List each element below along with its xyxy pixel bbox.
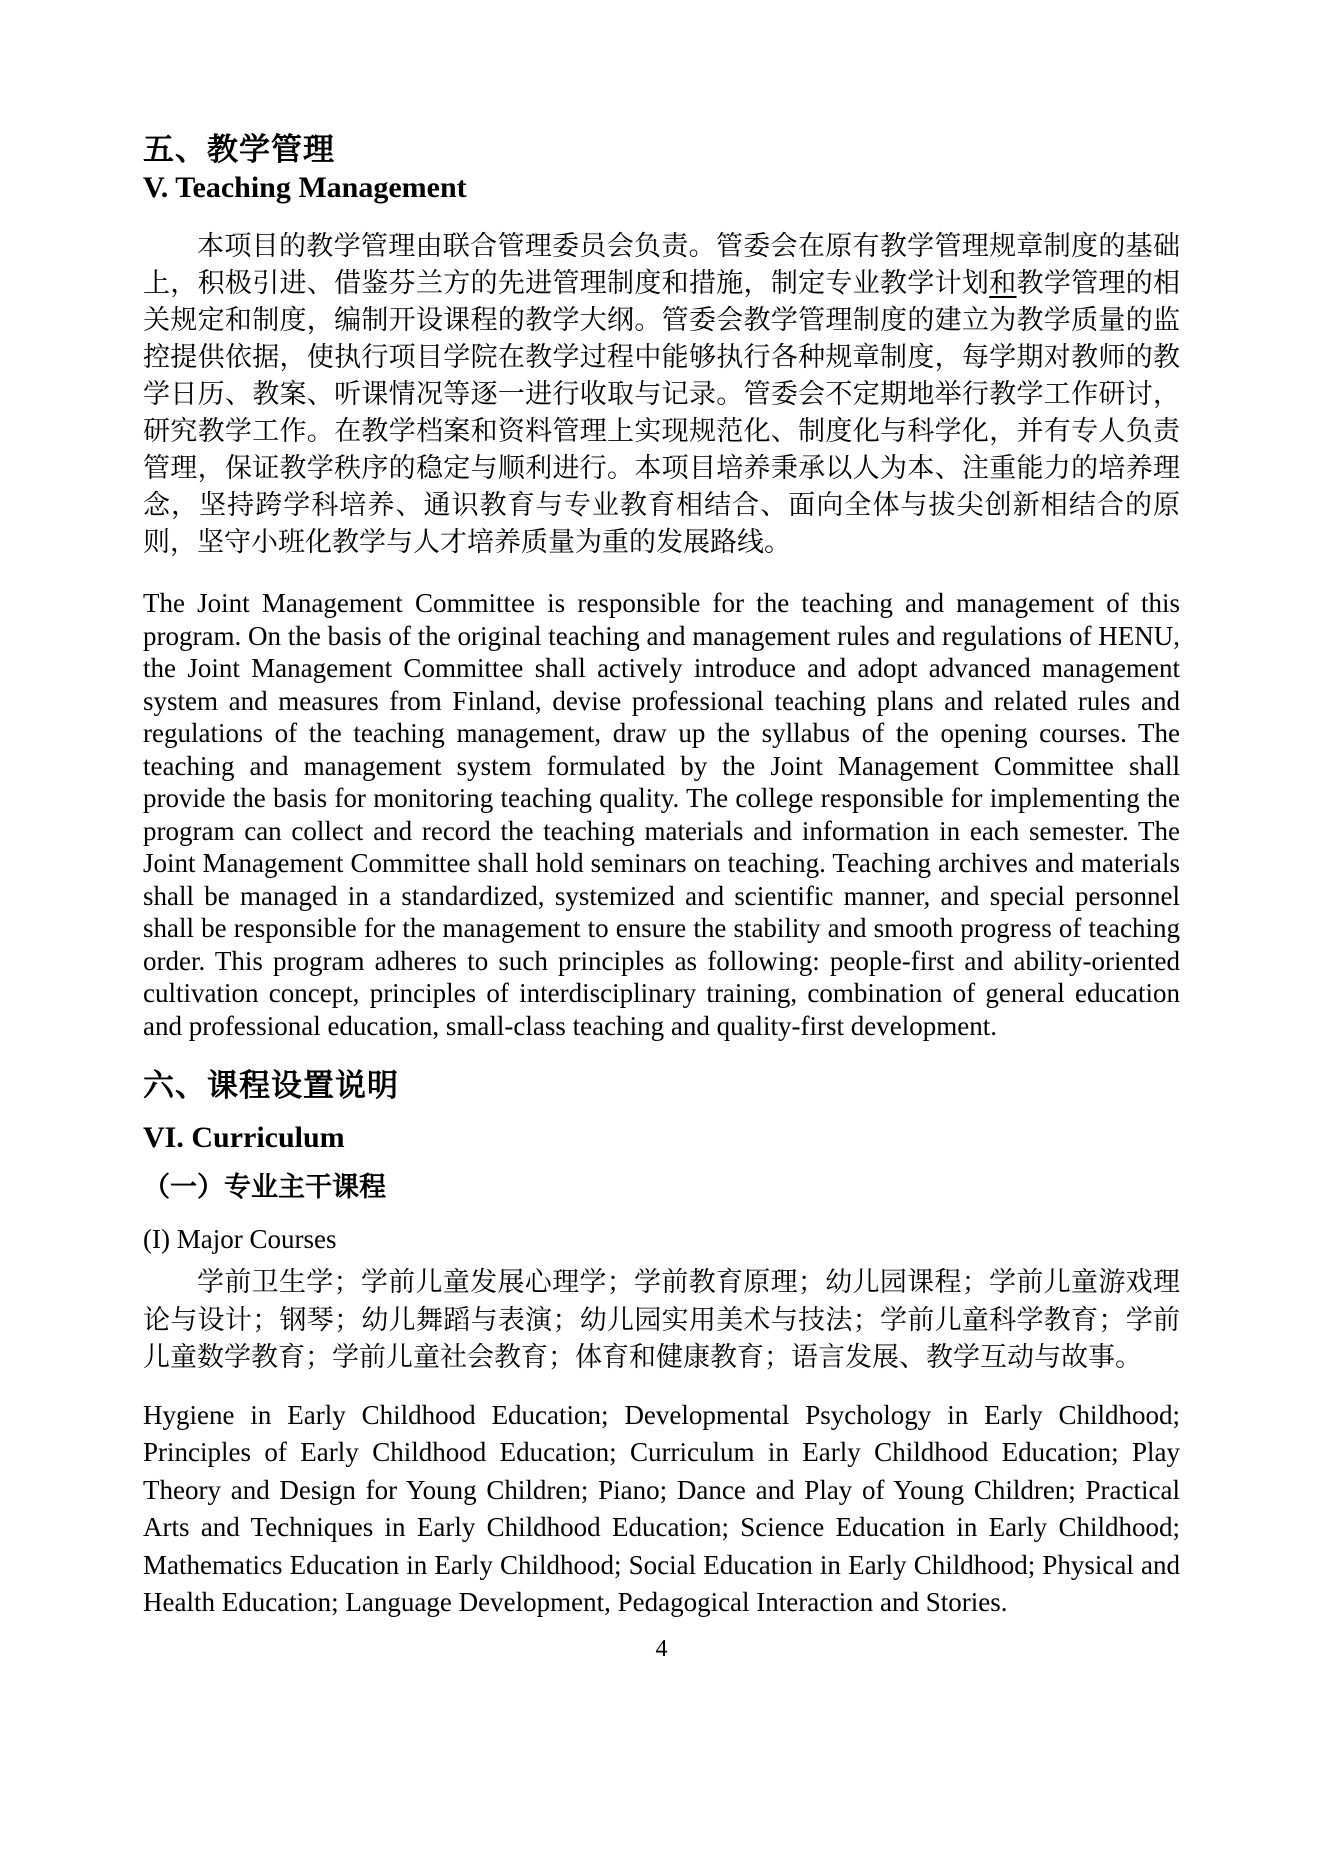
section5-paragraph-zh-before: 本项目的教学管理由联合管理委员会负责。管委会在原有教学管理规章制度的基础上，积极引进、借鉴芬兰方的先进管理制度和措施，制定专业教学计划 xyxy=(143,231,1180,298)
section5-paragraph-en: The Joint Management Committee is responsible for the teaching and management of this program. On the basis of the original teaching and management rules and regulations of HENU, the Joint Management Committee shall actively introduce and adopt advanced management system and measures from Finland, devise professional teaching plans and related rules and regulations of the teaching management, draw up the syllabus of the opening courses. The teaching and management system formulated by the Joint Management Committee shall provide the basis for monitoring teaching quality. The college responsible for implementing the program can collect and record the teaching materials and information in each semester. The Joint Management Committee shall hold seminars on teaching. Teaching archives and materials shall be managed in a standardized, systemized and scientific manner, and special personnel shall be responsible for the management to ensure the stability and smooth progress of teaching order. This program adheres to such principles as following: people-first and ability-oriented cultivation concept, principles of interdisciplinary training, combination of general education and professional education, small-class teaching and quality-first development. xyxy=(143,588,1180,1041)
section5-paragraph-zh-underlined: 和 xyxy=(989,268,1017,298)
section5-heading-en: V. Teaching Management xyxy=(143,171,467,204)
major-courses-list-en: Hygiene in Early Childhood Education; Developmental Psychology in Early Childhood; Principles of Early Childhood Education; Curriculum in Early Childhood Education; Play Theory and Design for Young Children; Piano; Dance and Play of Young Children; Practical Arts and Techniques in Early Childhood Education; Science Education in Early Childhood; Mathematics Education in Early Childhood; Social Education in Early Childhood; Physical and Health Education; Language Development, Pedagogical Interaction and Stories. xyxy=(143,1399,1180,1617)
major-courses-list-zh: 学前卫生学；学前儿童发展心理学；学前教育原理；幼儿园课程；学前儿童游戏理论与设计；钢琴；幼儿舞蹈与表演；幼儿园实用美术与技法；学前儿童科学教育；学前儿童数学教育；学前儿童社会教育；体育和健康教育；语言发展、教学互动与故事。 xyxy=(143,1267,1180,1372)
section5-heading-zh: 五、教学管理 xyxy=(143,132,335,167)
section5-paragraph-zh xyxy=(143,228,1180,561)
section6-subheading-zh: （一）专业主干课程 xyxy=(143,1172,386,1202)
section6-subheading-en: (I) Major Courses xyxy=(143,1224,337,1254)
section5-paragraph-zh-after: 教学管理的相关规定和制度，编制开设课程的教学大纲。管委会教学管理制度的建立为教学质量的监控提供依据，使执行项目学院在教学过程中能够执行各种规章制度，每学期对教师的教学日历、教案、听课情况等逐一进行收取与记录。管委会不定期地举行教学工作研讨，研究教学工作。在教学档案和资料管理上实现规范化、制度化与科学化，并有专人负责管理，保证教学秩序的稳定与顺利进行。本项目培养秉承以人为本、注重能力的培养理念，坚持跨学科培养、通识教育与专业教育相结合、面向全体与拔尖创新相结合的原则，坚守小班化教学与人才培养质量为重的发展路线。 xyxy=(143,268,1181,557)
page-number: 4 xyxy=(655,1635,668,1662)
section6-heading-en: VI. Curriculum xyxy=(143,1121,345,1154)
section6-heading-zh: 六、课程设置说明 xyxy=(143,1068,399,1103)
